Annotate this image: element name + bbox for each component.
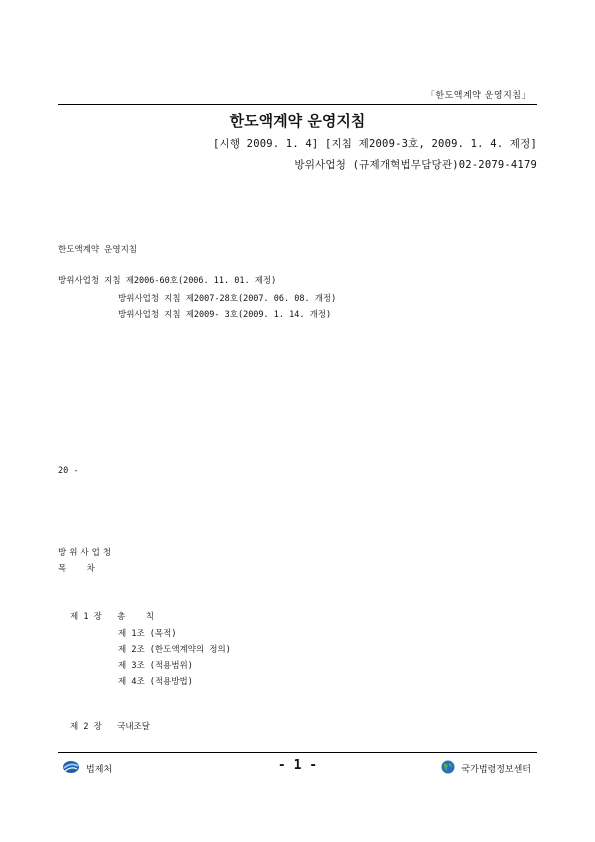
toc-label: 목 차 [58,564,95,574]
footer-left-label: 법제처 [86,765,113,775]
chapter-heading: 제 1 장 총 칙 [70,612,155,622]
revision-line: 방위사업청 지침 제2009- 3호(2009. 1. 14. 개정) [118,310,332,320]
toc-article: 제 3조 (적용범위) [118,661,193,671]
header-divider [58,104,537,105]
stray-text: 20 - [58,466,79,476]
footer-right [441,760,531,777]
footer-right-label: 국가법령정보센터 [461,765,531,775]
document-title: 한도액계약 운영지침 [229,112,366,130]
toc-article: 제 2조 (한도액계약의 정의) [118,645,231,655]
effective-date-line: [시행 2009. 1. 4] [지침 제2009-3호, 2009. 1. 4. 제정] [212,138,537,150]
revision-line: 방위사업청 지침 제2006-60호(2006. 11. 01. 제정) [58,276,277,286]
issuer-name: 방위사업청 [58,548,115,558]
document-name: 한도액계약 운영지침 [58,245,138,255]
revision-line: 방위사업청 지침 제2007-28호(2007. 06. 08. 개정) [118,294,337,304]
document-tag: 「한도액계약 운영지침」 [425,91,531,101]
agency-contact-line: 방위사업청 (규제개혁법무담당관)02-2079-4179 [294,159,537,171]
toc-article: 제 1조 (목적) [118,629,177,639]
chapter-heading: 제 2 장 국내조달 [70,722,150,732]
toc-article: 제 4조 (적용방법) [118,677,193,687]
page-number: - 1 - [277,758,318,773]
globe-logo-icon [441,760,455,777]
footer-divider [58,752,537,753]
